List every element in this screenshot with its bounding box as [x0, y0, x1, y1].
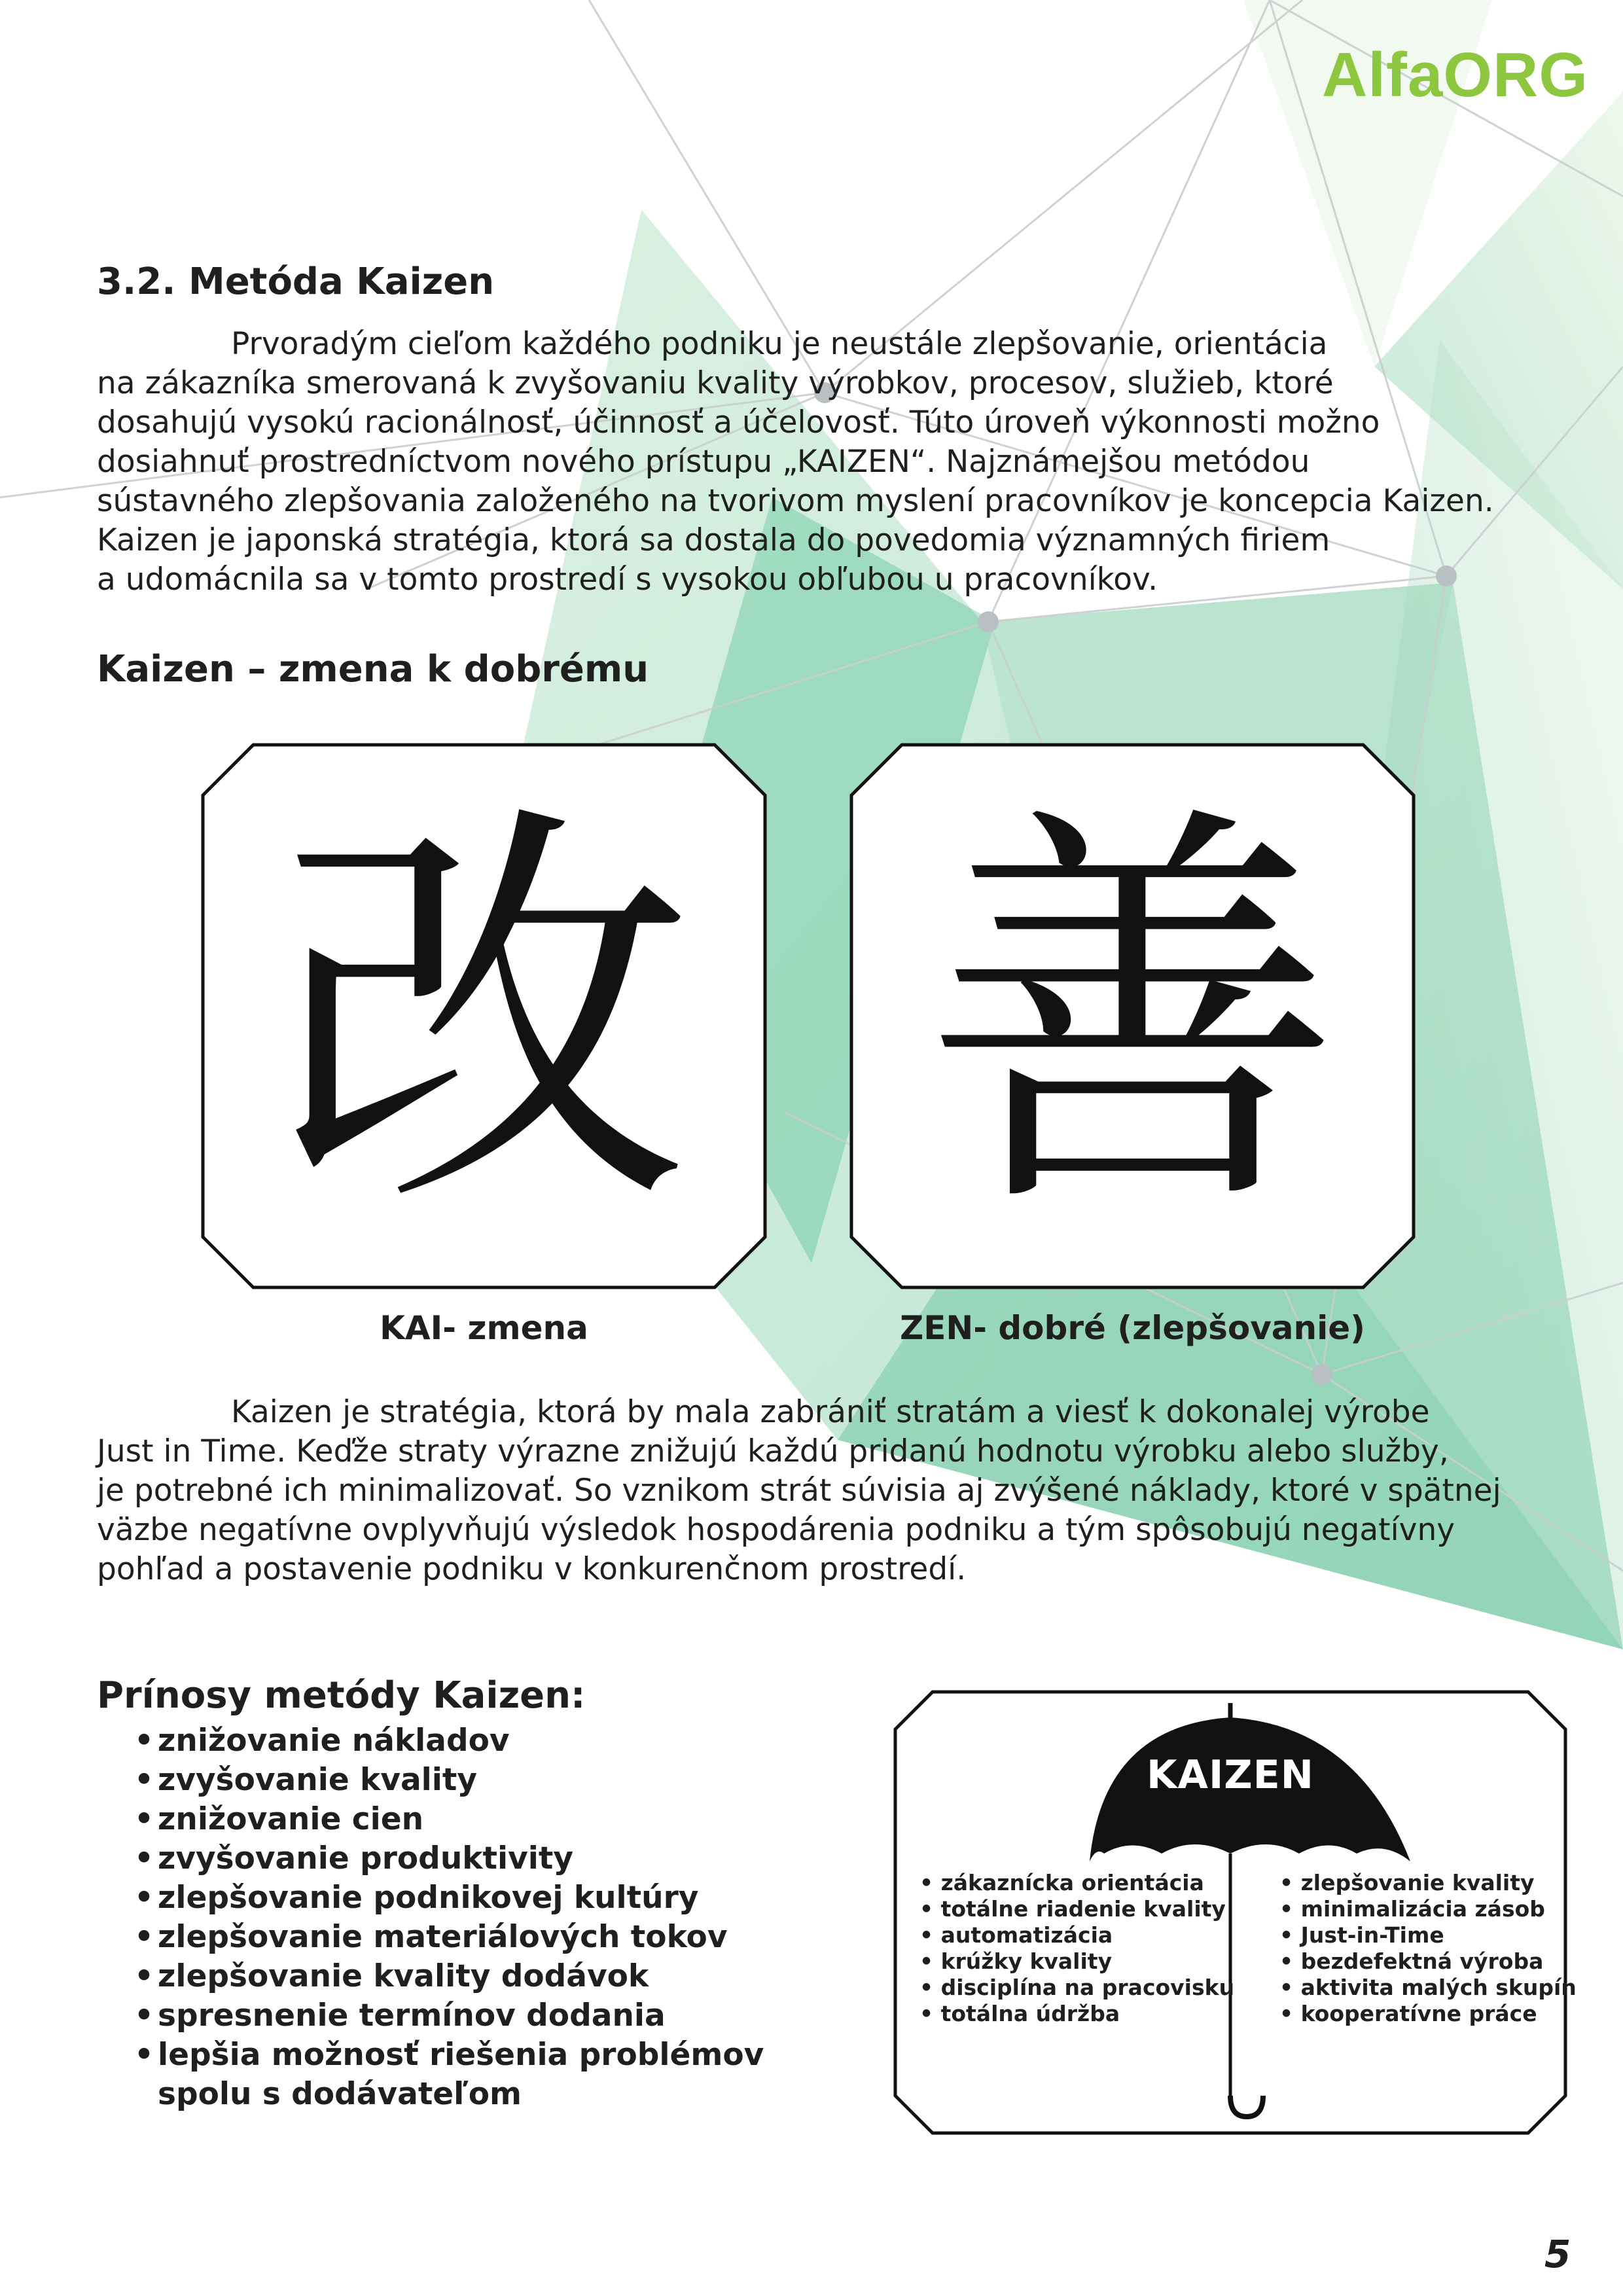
- strategy-line: pohľad a postavenie podniku v konkurenčnom prostredí.: [97, 1551, 967, 1587]
- kanji-zen: 善: [923, 772, 1342, 1260]
- intro-line: dosahujú vysokú racionálnosť, účinnosť a účelovosť. Túto úroveň výkonnosti možno: [97, 404, 1380, 440]
- bullet-icon: •: [134, 1919, 154, 1955]
- strategy-line: je potrebné ich minimalizovať. So vznikom strát súvisia aj zvýšené náklady, ktoré v spätnej: [97, 1473, 1501, 1509]
- list-item: • aktivita malých skupín: [1279, 1975, 1577, 2000]
- caption-kai: KAI- zmena: [380, 1309, 588, 1347]
- list-item: • bezdefektná výroba: [1279, 1948, 1544, 1974]
- list-item: • Just-in-Time: [1279, 1922, 1444, 1948]
- list-item: • minimalizácia zásob: [1279, 1896, 1545, 1922]
- benefits-title: Prínosy metódy Kaizen:: [97, 1674, 586, 1717]
- umbrella-left-list: [919, 1870, 1234, 2027]
- list-item: • znižovanie cien: [134, 1800, 764, 1839]
- intro-line: na zákazníka smerovaná k zvyšovaniu kvality výrobkov, procesov, služieb, ktoré: [97, 365, 1334, 401]
- bullet-icon: •: [134, 2037, 154, 2073]
- bullet-icon: •: [134, 1880, 154, 1916]
- intro-line: dosiahnuť prostredníctvom nového prístupu „KAIZEN“. Najznámejšou metódou: [97, 444, 1310, 480]
- kanji-zen-card: [849, 743, 1416, 1289]
- list-item: • zlepšovanie podnikovej kultúry: [134, 1878, 764, 1918]
- intro-line: a udomácnila sa v tomto prostredí s vysokou obľubou u pracovníkov.: [97, 562, 1158, 598]
- list-item: • kooperatívne práce: [1279, 2001, 1537, 2026]
- bullet-icon: •: [134, 1840, 154, 1876]
- list-item: • zákaznícka orientácia: [919, 1870, 1204, 1895]
- list-item: • zvyšovanie kvality: [134, 1761, 764, 1800]
- kaizen-subtitle: Kaizen – zmena k dobrému: [97, 648, 649, 691]
- strategy-line: Just in Time. Keďže straty výrazne znižujú každú pridanú hodnotu výrobku alebo služby,: [97, 1433, 1449, 1469]
- intro-paragraph: [97, 325, 1569, 600]
- bullet-icon: •: [134, 1958, 154, 1994]
- intro-line: Prvoradým cieľom každého podniku je neustále zlepšovanie, orientácia: [231, 326, 1328, 362]
- caption-zen: ZEN- dobré (zlepšovanie): [899, 1309, 1366, 1347]
- umbrella-right-list: [1279, 1870, 1577, 2027]
- list-item: • zlepšovanie materiálových tokov: [134, 1918, 764, 1957]
- bullet-icon: •: [134, 1723, 154, 1759]
- umbrella-title: KAIZEN: [1147, 1752, 1314, 1798]
- bullet-icon: •: [134, 1998, 154, 2034]
- list-item: spolu s dodávateľom: [158, 2076, 522, 2112]
- intro-line: Kaizen je japonská stratégia, ktorá sa dostala do povedomia významných firiem: [97, 522, 1330, 558]
- list-item: • krúžky kvality: [919, 1948, 1113, 1974]
- strategy-line: Kaizen je stratégia, ktorá by mala zabrániť stratám a viesť k dokonalej výrobe: [231, 1394, 1430, 1430]
- section-title: 3.2. Metóda Kaizen: [97, 260, 495, 303]
- list-item: • lepšia možnosť riešenia problémov: [134, 2036, 764, 2075]
- strategy-line: väzbe negatívne ovplyvňujú výsledok hospodárenia podniku a tým spôsobujú negatívny: [97, 1512, 1455, 1548]
- kanji-kai-card: [201, 743, 767, 1289]
- brand-logo: AlfaORG: [1322, 40, 1589, 110]
- kanji-kai: 改: [274, 772, 694, 1260]
- list-item: • spresnenie termínov dodania: [134, 1996, 764, 2036]
- list-item: • totálna údržba: [919, 2001, 1120, 2026]
- benefits-list: [134, 1721, 764, 2114]
- list-item: • automatizácia: [919, 1922, 1113, 1948]
- list-item: • disciplína na pracovisku: [919, 1975, 1235, 2000]
- strategy-paragraph: [97, 1393, 1569, 1589]
- kaizen-umbrella-diagram: [893, 1690, 1577, 2135]
- page-number: 5: [1544, 2232, 1571, 2276]
- list-item: • zlepšovanie kvality dodávok: [134, 1957, 764, 1996]
- bullet-icon: •: [134, 1762, 154, 1798]
- intro-line: sústavného zlepšovania založeného na tvorivom myslení pracovníkov je koncepcia Kaizen.: [97, 483, 1494, 519]
- list-item: • totálne riadenie kvality: [919, 1896, 1226, 1922]
- list-item: • zvyšovanie produktivity: [134, 1839, 764, 1878]
- list-item: • zlepšovanie kvality: [1279, 1870, 1535, 1895]
- list-item: • znižovanie nákladov: [134, 1721, 764, 1761]
- bullet-icon: •: [134, 1801, 154, 1837]
